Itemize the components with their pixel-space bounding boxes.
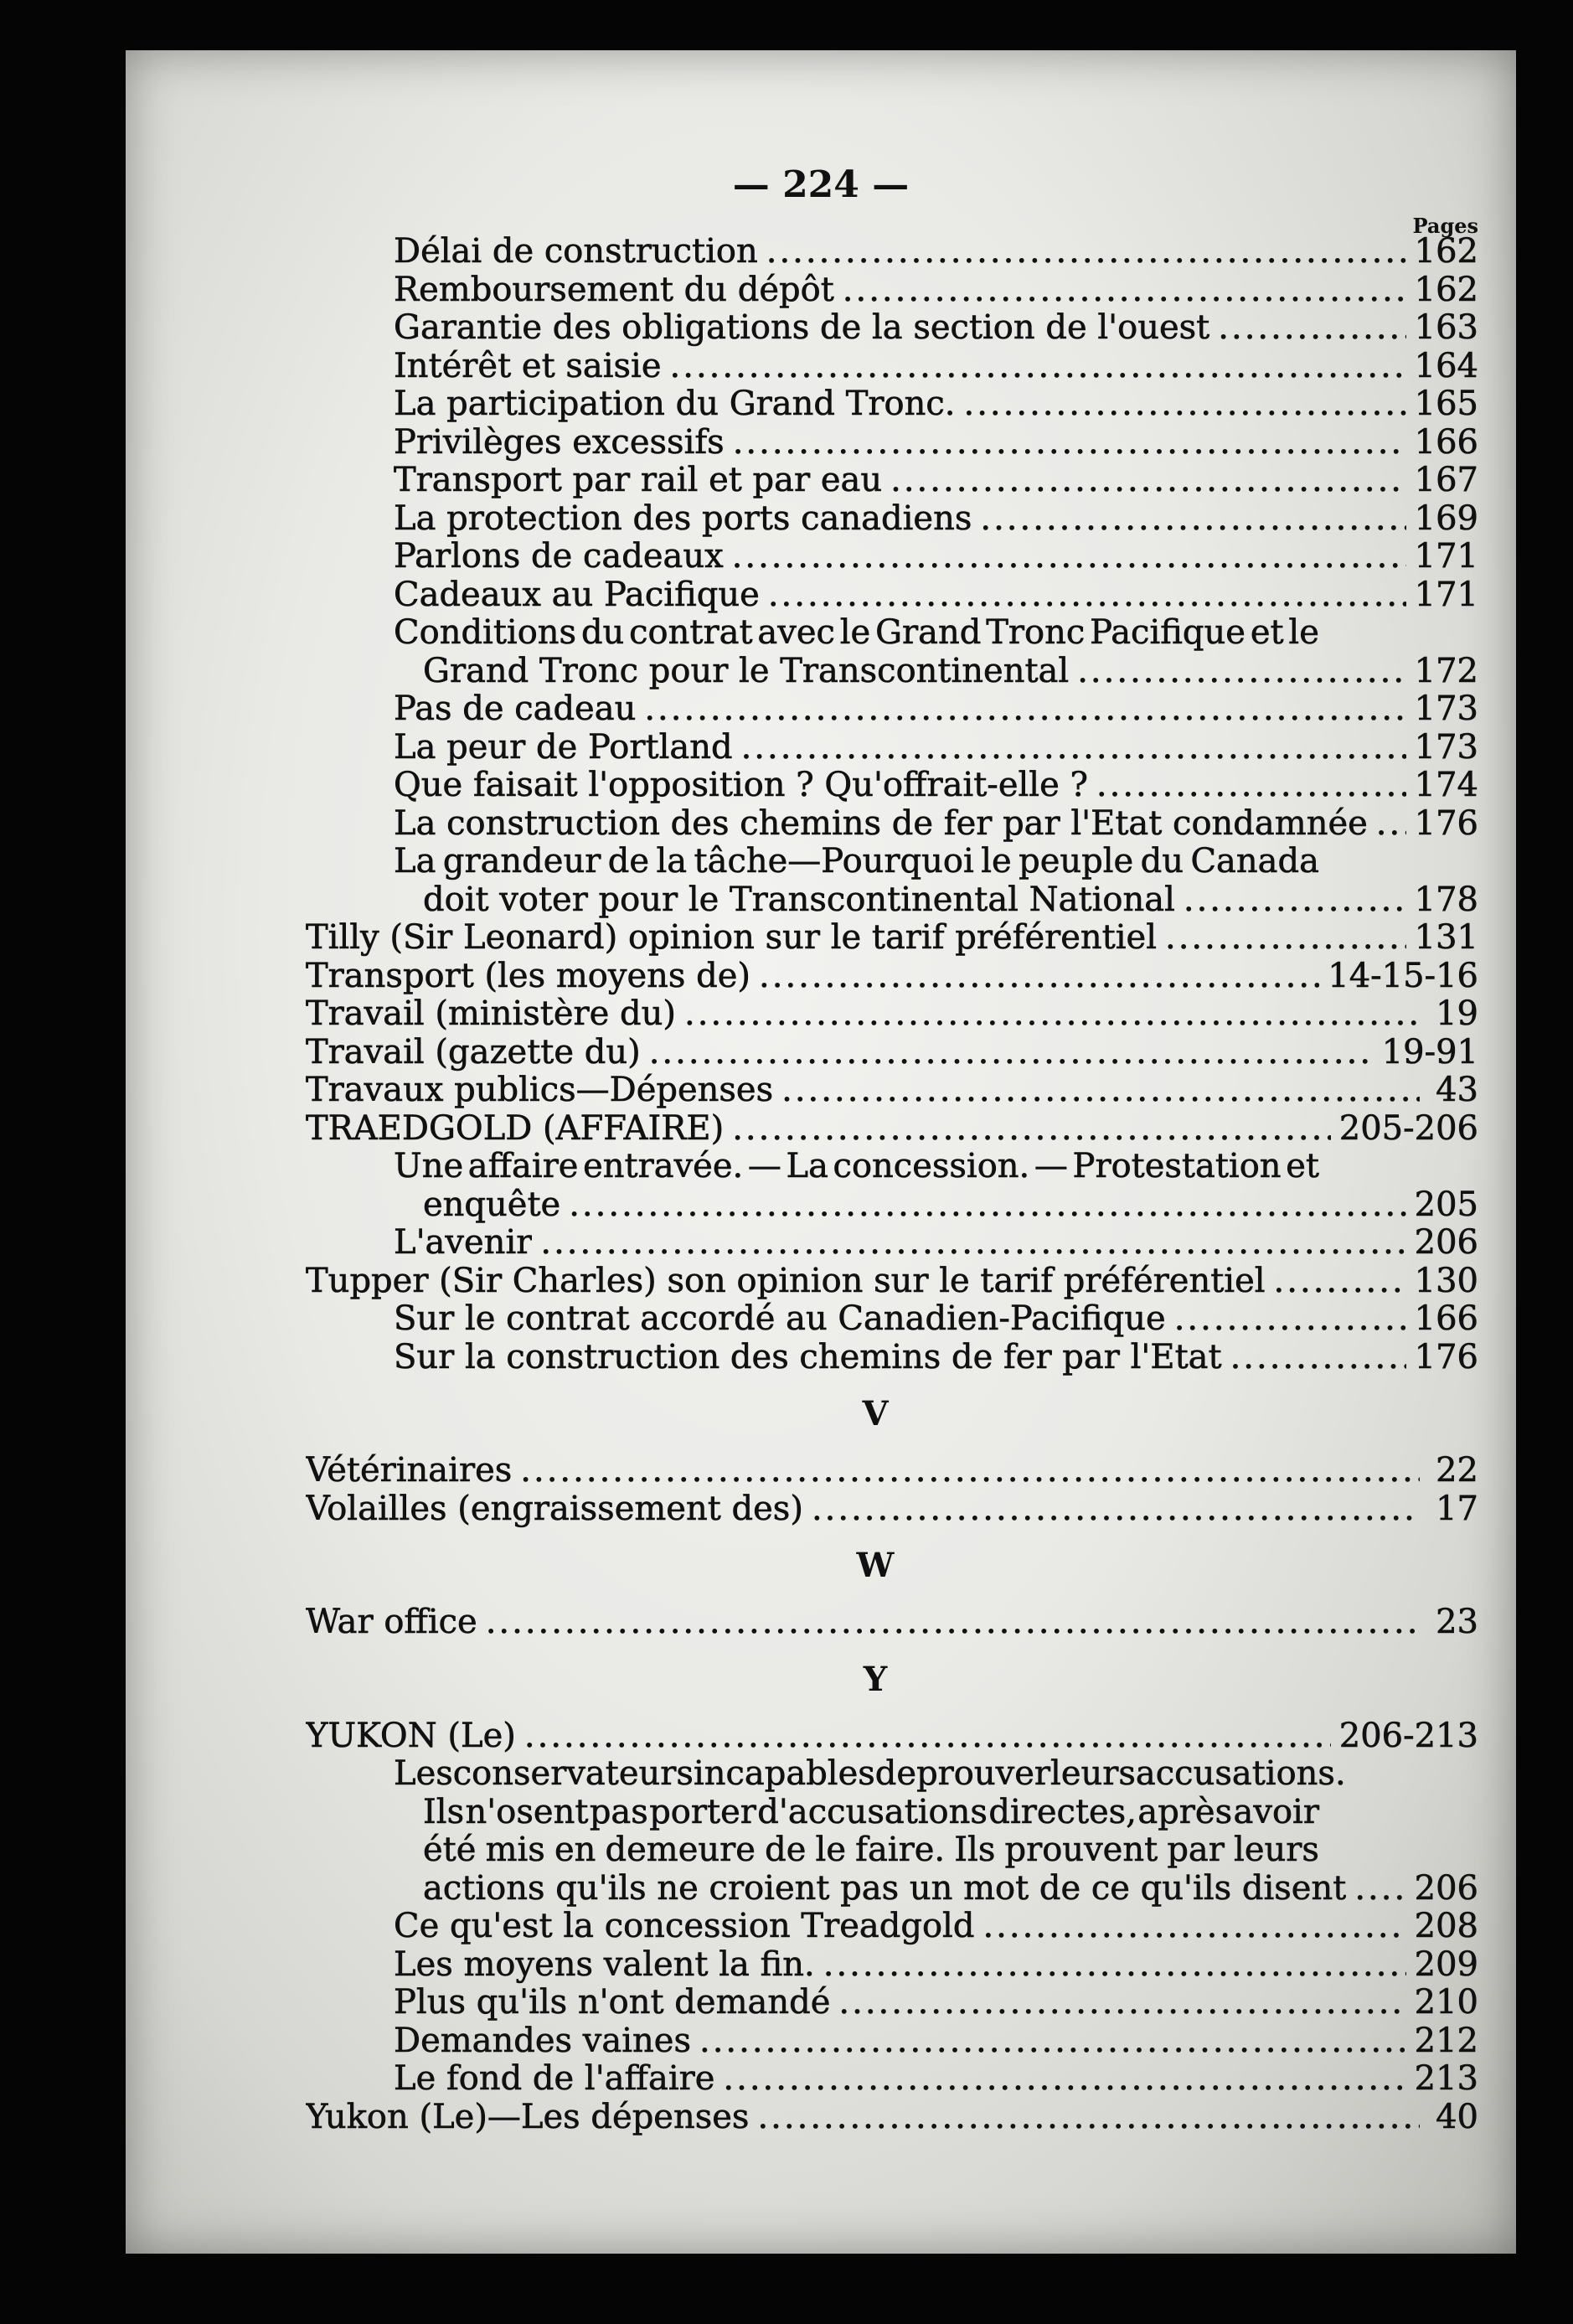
entry-label: La participation du Grand Tronc. [394,385,956,423]
entry-label: Délai de construction [394,233,758,271]
word: Ils [954,1831,996,1869]
leader-dots [723,2060,1405,2099]
leader-dots [540,1224,1405,1263]
entry-page: 206 [1414,1223,1478,1262]
entry-label: Travail (gazette du) [306,1033,641,1072]
entries-group-y1 [126,1717,1516,1756]
entry-label: Travail (ministère du) [306,995,677,1033]
entry-page: 163 [1414,308,1478,347]
entry-page: 166 [1414,1299,1478,1338]
entry-label: Transport (les moyens de) [306,957,751,995]
index-entry [126,805,1516,844]
index-entry-affaire [126,1148,1516,1224]
word: entravée. [583,1147,744,1185]
index-entry [126,995,1516,1034]
entry-page: 23 [1436,1603,1478,1641]
leader-dots [1230,1339,1406,1377]
entry-page: 14-15-16 [1328,956,1478,995]
entry-page: 19-91 [1381,1032,1478,1072]
entry-label: Sur la construction des chemins de fer par l'Etat [394,1338,1222,1376]
word: prouvent [1004,1831,1158,1869]
entry-page: 205 [1414,1185,1478,1224]
entry-label: Demandes vaines [394,2022,691,2060]
entry-page: 162 [1414,232,1478,271]
leader-dots [1184,881,1406,920]
word: — [1034,1147,1068,1185]
word: leurs [1234,1831,1319,1869]
entry-page: 164 [1414,346,1478,385]
entry-label: Tupper (Sir Charles) son opinion sur le tarif préférentiel [306,1262,1266,1300]
word: n'osent [465,1792,589,1831]
entry-label: La protection des ports canadiens [394,499,972,538]
entry-page: 130 [1414,1261,1478,1300]
index-entry [126,767,1516,805]
entry-label: Travaux publics—Dépenses [306,1072,774,1109]
entry-page: 165 [1414,385,1478,423]
leader-dots [964,385,1406,424]
word: en [554,1831,596,1869]
entry-page: 173 [1414,727,1478,767]
leader-dots [1096,767,1406,805]
entry-label: Que faisait l'opposition ? Qu'offrait-elle ? [394,767,1088,804]
entry-label: Ce qu'est la concession Treadgold [394,1908,975,1945]
word: avec [757,613,835,652]
entries-group-a [126,233,1516,614]
index-entry [126,1072,1516,1110]
word: le [839,613,871,652]
word: — [747,1147,781,1185]
entry-label: Garantie des obligations de la section de l'ouest [394,309,1210,347]
document-page [126,50,1516,2254]
entry-page: 212 [1414,2021,1478,2060]
index-entry [126,1717,1516,1756]
word: demeure [605,1831,756,1869]
entry-page: 162 [1414,270,1478,309]
entry-label: L'avenir [394,1224,533,1262]
word: peuple [1019,842,1134,881]
word: Les [394,1754,453,1793]
word: Conditions [394,613,577,652]
word: Tronc [986,613,1086,652]
index-entry [126,2099,1516,2137]
entry-label: Remboursement du dépôt [394,271,834,309]
word: concession. [833,1147,1030,1185]
entry-label: Yukon (Le)—Les dépenses [306,2098,750,2136]
word: affaire [467,1147,579,1185]
leader-dots [524,1717,1331,1756]
leader-dots [812,1490,1420,1529]
word: porter [649,1792,756,1831]
leader-dots [757,2099,1420,2137]
index-entries [126,233,1516,2136]
entry-page: 213 [1414,2059,1478,2098]
entry-page: 173 [1414,689,1478,728]
leader-dots [732,538,1406,576]
entry-page: 210 [1414,1983,1478,2022]
entry-label: Cadeaux au Pacifique [394,576,760,614]
entry-label: doit voter pour le Transcontinental National [423,881,1175,919]
entries-group-b [126,690,1516,843]
leader-dots [838,1984,1405,2022]
leader-dots [1077,653,1405,691]
entry-page: 172 [1414,651,1478,690]
index-entry [126,1110,1516,1149]
entry-line-justified [394,1148,1319,1186]
leader-dots [684,995,1420,1034]
leader-dots [890,462,1406,500]
entry-line-justified [394,614,1319,653]
leader-dots [649,1034,1374,1072]
entry-page: 171 [1414,537,1478,576]
index-entry [126,462,1516,500]
word: par [1167,1831,1225,1869]
leader-dots [1165,919,1406,958]
section-letter-w: W [856,1546,895,1585]
leader-dots [1354,1870,1405,1908]
entry-label: Parlons de cadeaux [394,538,724,576]
word: avoir [1233,1792,1319,1831]
entry-label: La construction des chemins de fer par l'Etat condamnée [394,804,1368,843]
index-entry [126,1034,1516,1072]
entry-page: 22 [1436,1451,1478,1490]
entry-page: 205-206 [1338,1108,1478,1148]
leader-dots [843,271,1406,310]
entry-page: 43 [1436,1071,1478,1109]
word: pas [589,1792,648,1831]
leader-dots [486,1604,1420,1642]
word: La [394,842,436,881]
entry-label: actions qu'ils ne croient pas un mot de ce qu'ils disent [423,1869,1347,1908]
section-letter-v: V [862,1394,889,1433]
leader-dots [733,424,1406,462]
pages-column-header: Pages [1412,214,1478,238]
word: de [874,1754,917,1793]
leader-dots [768,576,1406,615]
word: incapables [693,1754,875,1793]
index-entry [126,271,1516,310]
leader-dots [1376,805,1406,844]
leader-dots [759,958,1319,996]
entry-page: 209 [1414,1944,1478,1984]
word: du [580,613,625,652]
word: le [1288,613,1319,652]
entry-label: TRAEDGOLD (AFFAIRE) [306,1109,725,1148]
entry-label: Intérêt et saisie [394,347,662,385]
entry-label: Grand Tronc pour le Transcontinental [423,652,1070,690]
entry-line-justified [394,1754,1346,1794]
entry-page: 171 [1414,575,1478,614]
entry-label: Transport par rail et par eau [394,462,883,499]
word: conservateurs [452,1754,694,1793]
word: contrat [629,613,753,652]
leader-dots [1174,1300,1406,1339]
entry-label: Les moyens valent la fin. [394,1945,815,1984]
entry-page: 169 [1414,498,1478,538]
word: prouver [916,1754,1051,1793]
word: leurs [1050,1754,1136,1793]
entry-page: 206-213 [1338,1716,1478,1755]
entry-line-justified [394,843,1319,881]
word: mis [485,1831,545,1869]
word: été [423,1831,477,1869]
index-entry [126,1300,1516,1339]
leader-dots [670,348,1406,386]
word: de [765,1831,807,1869]
index-entry [126,1339,1516,1377]
entry-label: YUKON (Le) [306,1717,516,1755]
index-entry [126,309,1516,348]
index-entry [126,2022,1516,2061]
entry-label: Pas de cadeau [394,690,637,728]
word: après [1137,1792,1233,1831]
word: et [1250,613,1284,652]
word: de [607,842,650,881]
word: du [1140,842,1184,881]
entries-group-v [126,1452,1516,1528]
entry-page: 166 [1414,422,1478,462]
entry-page: 167 [1414,461,1478,499]
entry-label: La peur de Portland [394,728,733,767]
entries-group-w [126,1604,1516,1642]
index-entry [126,1908,1516,1946]
entries-group-c [126,919,1516,1148]
index-entry [126,1604,1516,1642]
leader-dots [644,690,1405,729]
index-entry [126,1984,1516,2022]
entry-page: 174 [1414,766,1478,804]
word: le [981,842,1012,881]
entry-page: 19 [1436,994,1478,1033]
index-entry [126,1224,1516,1263]
leader-dots [823,1946,1406,1985]
section-letter-y: Y [863,1659,888,1699]
entry-label: Volailles (engraissement des) [306,1490,803,1528]
leader-dots [732,1110,1331,1149]
word: grandeur [442,842,601,881]
word: Protestation [1072,1147,1282,1185]
page-number: — 224 — [732,163,910,206]
entry-line-justified [423,1794,1319,1832]
index-entry [126,729,1516,767]
index-entry [126,2060,1516,2099]
index-entry [126,1263,1516,1301]
leader-dots [982,1908,1405,1946]
leader-dots [766,233,1406,271]
index-entry [126,576,1516,615]
entry-page: 176 [1414,803,1478,843]
index-entry [126,233,1516,271]
leader-dots [781,1072,1420,1110]
index-entry [126,1490,1516,1529]
index-entry [126,348,1516,386]
leader-dots [520,1452,1420,1490]
leader-dots [1274,1263,1406,1301]
word: et [1286,1147,1319,1185]
entry-page: 206 [1414,1868,1478,1908]
entries-group-y2 [126,1908,1516,2136]
entry-label: Privilèges excessifs [394,423,725,462]
index-entry [126,1452,1516,1490]
index-entry-yukon-paragraph [126,1755,1516,1908]
word: la [656,842,688,881]
word: accusations. [1135,1754,1346,1793]
leader-dots [741,729,1406,767]
entry-label: War office [306,1604,477,1641]
word: Ils [423,1792,465,1831]
entry-label: enquête [423,1185,561,1224]
word: Une [394,1147,464,1185]
index-entry [126,385,1516,424]
index-entry [126,919,1516,958]
entries-group-d [126,1224,1516,1376]
leader-dots [569,1186,1405,1225]
leader-dots [1218,309,1405,348]
entry-label: Vétérinaires [306,1452,513,1490]
index-entry [126,958,1516,996]
word: d'accusations [757,1792,988,1831]
entry-label: Sur le contrat accordé au Canadien-Pacifique [394,1300,1166,1338]
index-entry [126,500,1516,539]
word: Pacifique [1090,613,1246,652]
entry-label: Tilly (Sir Leonard) opinion sur le tarif préférentiel [306,919,1157,957]
leader-dots [699,2022,1406,2061]
word: le [815,1831,846,1869]
word: faire. [855,1831,946,1869]
word: tâche—Pourquoi [694,842,974,881]
entry-label: Le fond de l'affaire [394,2060,715,2098]
index-entry-conditions [126,614,1516,690]
word: La [786,1147,828,1185]
entry-page: 40 [1436,2097,1478,2136]
entry-label: Plus qu'ils n'ont demandé [394,1984,831,2022]
entry-line-justified [423,1831,1319,1870]
entry-page: 17 [1436,1489,1478,1528]
index-entry [126,424,1516,462]
entry-page: 178 [1414,880,1478,919]
index-entry [126,690,1516,729]
entry-page: 208 [1414,1907,1478,1945]
word: directes, [988,1792,1137,1831]
index-entry-grandeur [126,843,1516,919]
entry-page: 176 [1414,1337,1478,1376]
index-entry [126,1946,1516,1985]
leader-dots [980,500,1405,539]
entry-page: 131 [1414,918,1478,957]
index-entry [126,538,1516,576]
word: Grand [875,613,982,652]
word: Canada [1190,842,1319,881]
